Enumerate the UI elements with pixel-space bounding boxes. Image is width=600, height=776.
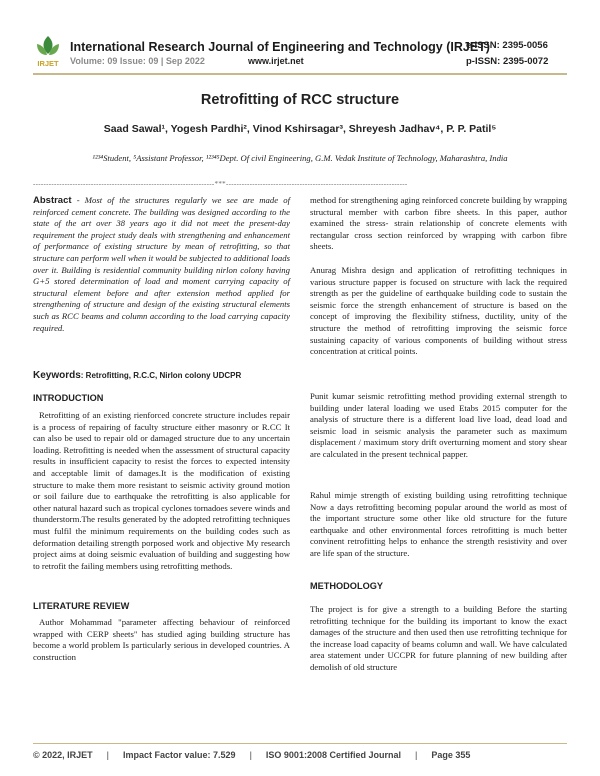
footer-iso: ISO 9001:2008 Certified Journal [265,750,401,760]
footer-copyright: © 2022, IRJET [33,750,93,760]
abstract-text: - Most of the structures regularly we see are made of reinforced cement concrete. The building was designed according to the state of the art over 38 years ago it did not meet the present-day requirement the project study deals with strengthening and enhancement of performance of existing structure by mean of retrofitting, so that structure can perform well when it would be subjected to additional loads over it. Building is residential community building nirlon colony having G+5 stored determination of load and moment carrying capacity of structural element before and after extension method applied for strengthening of structure and design of the existing structural elements such as RCC beams and column according to the load carrying capacity required. [33,195,290,333]
footer-divider: | [106,750,110,760]
keywords-text: : Retrofitting, R.C.C, Nirlon colony UDCPR [80,371,242,380]
literature-review-text: Author Mohammad "parameter affecting behaviour of reinforced wrapped with CERP sheets" has studied aging building structure has become a world problem Is particularly serious in developed countries. A construction [33,617,290,662]
introduction-text: Retrofitting of an existing rienforced concrete structure includes repair is a process of repairing of faculty structure either masonry or R.CC It can also be used to repair old or damaged structure due to any uncertain loading. Retrofitting is needed when the assessment of structural capacity results in insufficient capacity to resist the forces to expected intensity and acceptable limit of damages.It is the modification of existing structure to make them more resistant to seismic activity ground motion or soil failure due to earthquake the retrofitting is also applicable for other natural hazard such as tropical cyclones tornadoes severe winds and thunderstorm.The results generated by the adopted retrofitting techniques must fulfil the minimum requirements on the building codes such as deformation detailing strength porposed work and objective My research project aims at doing seismic evaluation of building and suggesting how to retrofit the failing members using retrofitting methods. [33,410,290,571]
p-issn: p-ISSN: 2395-0072 [466,56,549,67]
page-footer [33,750,567,760]
keywords [33,370,290,382]
keywords-label: Keywords [33,370,81,381]
header-rule [33,73,567,75]
methodology-text: The project is for give a strength to a building Before the starting retrofitting technique for the building its important to know the exact damages of the structure and then used then use retrofitting technique for the increase load capacity of beams column and wall. We have calculated area statement under UCCPR for future planning of new building after demolish of old structure [310,604,567,672]
introduction-heading: INTRODUCTION [33,393,104,403]
footer-impact-factor: Impact Factor value: 7.529 [123,750,236,760]
journal-url[interactable]: www.irjet.net [248,56,304,66]
abstract-label: Abstract [33,195,72,206]
logo-text: IRJET [37,59,59,68]
abstract [33,195,290,334]
e-issn: e-ISSN: 2395-0056 [466,40,548,51]
literature-paragraph-4: Rahul mimje strength of existing building using retrofitting technique Now a days retrofitting becoming popular around the world as most of the important structure some other like old structure for the future earthquake and other environmental forces retrofitting is much better convinent retrofitting helps to enhance the strength resistivity and over are life span of the structure. [310,490,567,558]
literature-paragraph-2: Anurag Mishra design and application of retrofitting techniques in various structure papper is focused on structure with lack the required strength as per the guideline of earthquake building code to sustain the seismic force the strength enhancement of structure is based on the concept of improving the flexibility stifness, ductility, unity of the structure the method of retrofitting improving the seismic force sustaining capacity of various components of building without stress concentration at critical points. [310,265,567,357]
section-separator: ---------------------------------------------------------------------***--------------------------------------------------------------------- [33,180,408,188]
footer-rule [33,743,567,744]
methodology-heading: METHODOLOGY [310,581,383,591]
footer-divider: | [249,750,252,760]
journal-title: International Research Journal of Engineering and Technology (IRJET) [70,40,490,54]
volume-issue: Volume: 09 Issue: 09 | Sep 2022 [70,56,205,66]
footer-divider: | [414,750,418,760]
footer-page-number: Page 355 [431,750,471,760]
literature-paragraph-1: method for strengthening aging reinforced concrete building by wrapping structural member with carbon fibre sheets. In this paper, author examined the stress- strain relationship of concrete elements with rectangular cross section reinforced by wrapping with carbon fibre sheets. [310,195,567,252]
paper-authors: Saad Sawal¹, Yogesh Pardhi², Vinod Kshirsagar³, Shreyesh Jadhav⁴, P. P. Patil⁵ [103,123,497,135]
irjet-logo-icon [33,34,63,68]
author-affiliation: ¹²³⁴Student, ⁵Assistant Professor, ¹²³⁴⁵Dept. Of civil Engineering, G.M. Vedak Institute of Technology, Maharashtra, India [92,153,508,163]
literature-paragraph-3: Punit kumar seismic retrofitting method providing external strength to building under lateral loading we used Etabs 2015 computer for the analysis of structure there is a different load live load, dead load and seismic load in seismic analysis the parameter such as maximum displacement / maximum story drift overturning moment and story shear are calculated in the present technical papper. [310,391,567,459]
literature-review-heading: LITERATURE REVIEW [33,601,130,611]
paper-title: Retrofitting of RCC structure [200,92,400,108]
